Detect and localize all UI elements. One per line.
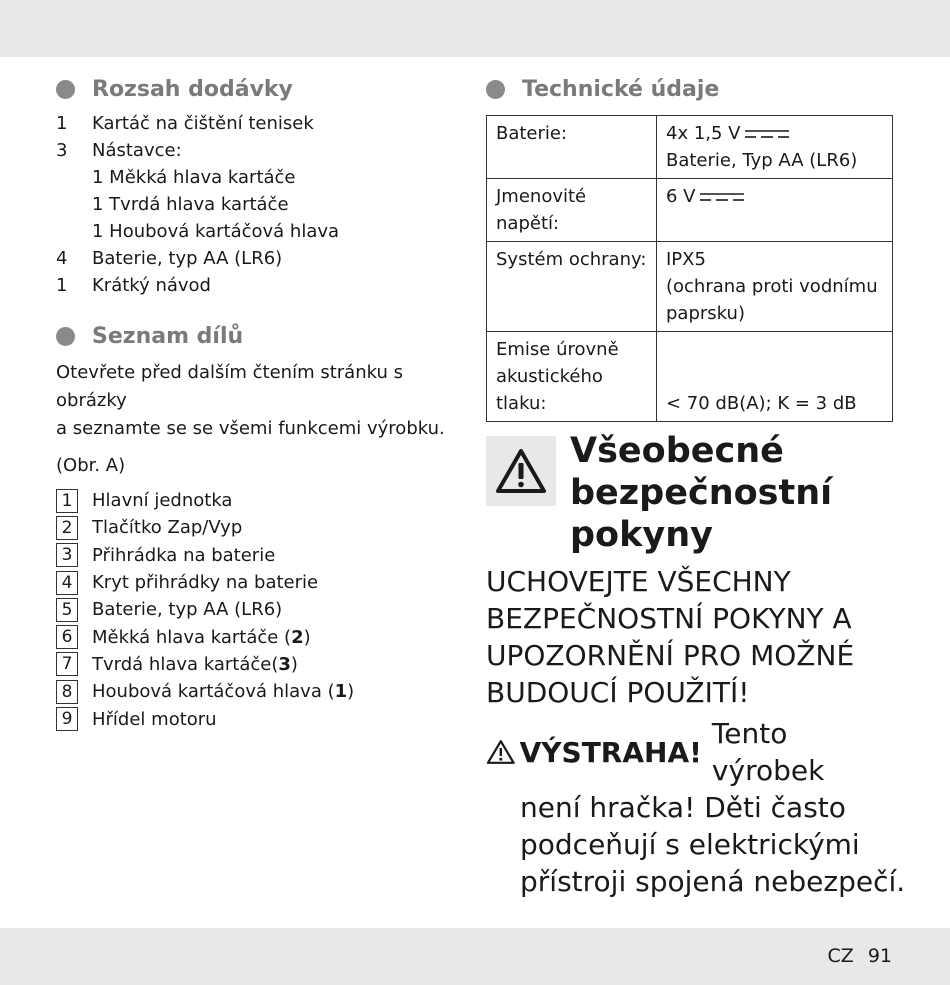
part-number: 1 xyxy=(56,489,78,513)
part-number: 3 xyxy=(56,543,78,567)
part-number: 6 xyxy=(56,625,78,649)
delivery-list xyxy=(56,110,456,299)
warning-triangle-icon xyxy=(486,436,556,506)
list-item: 4 Baterie, typ AA (LR6) xyxy=(56,248,283,269)
warning-triangle-icon xyxy=(486,739,516,765)
parts-list xyxy=(56,487,456,733)
table-row xyxy=(487,179,893,242)
table-cell: < 70 dB(A); K = 3 dB xyxy=(657,332,893,422)
part-number: 2 xyxy=(56,516,78,540)
list-item: 8 Houbová kartáčová hlava ( 1 ) xyxy=(56,678,456,705)
table-cell: 4x 1,5 V Baterie, Typ AA (LR6) xyxy=(657,116,893,179)
part-number: 9 xyxy=(56,707,78,731)
delivery-heading: Rozsah dodávky xyxy=(56,72,456,106)
table-cell: IPX5 (ochrana proti vodnímu paprsku) xyxy=(657,242,893,332)
bullet-dot-icon xyxy=(56,80,75,99)
list-item: 7 Tvrdá hlava kartáče( 3 ) xyxy=(56,651,456,678)
table-row xyxy=(487,116,893,179)
list-item: 1 Kartáč na čištění tenisek xyxy=(56,113,314,134)
table-cell: Systém ochrany: xyxy=(487,242,657,332)
table-row xyxy=(487,332,893,422)
table-cell: Emise úrovně akustického tlaku: xyxy=(487,332,657,422)
right-column xyxy=(486,72,896,422)
bullet-dot-icon xyxy=(486,80,505,99)
technical-heading: Technické údaje xyxy=(486,72,896,106)
list-item: 4 Kryt přihrádky na baterie xyxy=(56,569,456,596)
footer-band xyxy=(0,928,950,985)
direct-current-symbol-icon xyxy=(700,192,744,202)
list-item: 1 Tvrdá hlava kartáče xyxy=(92,194,289,215)
technical-table xyxy=(486,115,893,422)
part-number: 7 xyxy=(56,652,78,676)
list-item: 1 Hlavní jednotka xyxy=(56,487,456,514)
list-item: 1 Měkká hlava kartáče xyxy=(92,167,296,188)
bullet-dot-icon xyxy=(56,327,75,346)
header-band xyxy=(0,0,950,57)
warning-paragraph: VÝSTRAHA! Tento výrobek není hračka! Děti často podceňují s elektrickými přístroji spojená nebezpečí. xyxy=(486,715,906,900)
table-row xyxy=(487,242,893,332)
list-item: 9 Hřídel motoru xyxy=(56,705,456,732)
list-item: 2 Tlačítko Zap/Vyp xyxy=(56,514,456,541)
page-number: 91 xyxy=(867,945,892,967)
table-cell: Jmenovité napětí: xyxy=(487,179,657,242)
list-item: 3 Nástavce: xyxy=(56,140,182,161)
table-cell: 6 V xyxy=(657,179,893,242)
language-code: CZ xyxy=(827,945,854,967)
safety-title: Všeobecné bezpečnostní pokyny xyxy=(570,431,833,555)
figure-reference: (Obr. A) xyxy=(56,455,126,476)
warning-label: VÝSTRAHA! xyxy=(519,735,702,769)
direct-current-symbol-icon xyxy=(745,129,789,139)
list-item: 6 Měkká hlava kartáče ( 2 ) xyxy=(56,623,456,650)
parts-heading: Seznam dílů xyxy=(56,319,456,353)
list-item: 5 Baterie, typ AA (LR6) xyxy=(56,596,456,623)
list-item: 3 Přihrádka na baterie xyxy=(56,542,456,569)
part-number: 4 xyxy=(56,571,78,595)
list-item: 1 Houbová kartáčová hlava xyxy=(92,221,340,242)
parts-intro: Otevřete před dalším čtením stránku s obrázky a seznamte se se všemi funkcemi výrobku. xyxy=(56,362,445,439)
list-item: 1 Krátký návod xyxy=(56,275,211,296)
left-column xyxy=(56,72,456,733)
page-footer xyxy=(828,945,892,967)
table-cell: Baterie: xyxy=(487,116,657,179)
part-number: 8 xyxy=(56,680,78,704)
safety-keep-instructions: UCHOVEJTE VŠECHNY BEZPEČNOSTNÍ POKYNY A UPOZORNĚNÍ PRO MOŽNÉ BUDOUCÍ POUŽITÍ! xyxy=(486,565,855,709)
part-number: 5 xyxy=(56,598,78,622)
